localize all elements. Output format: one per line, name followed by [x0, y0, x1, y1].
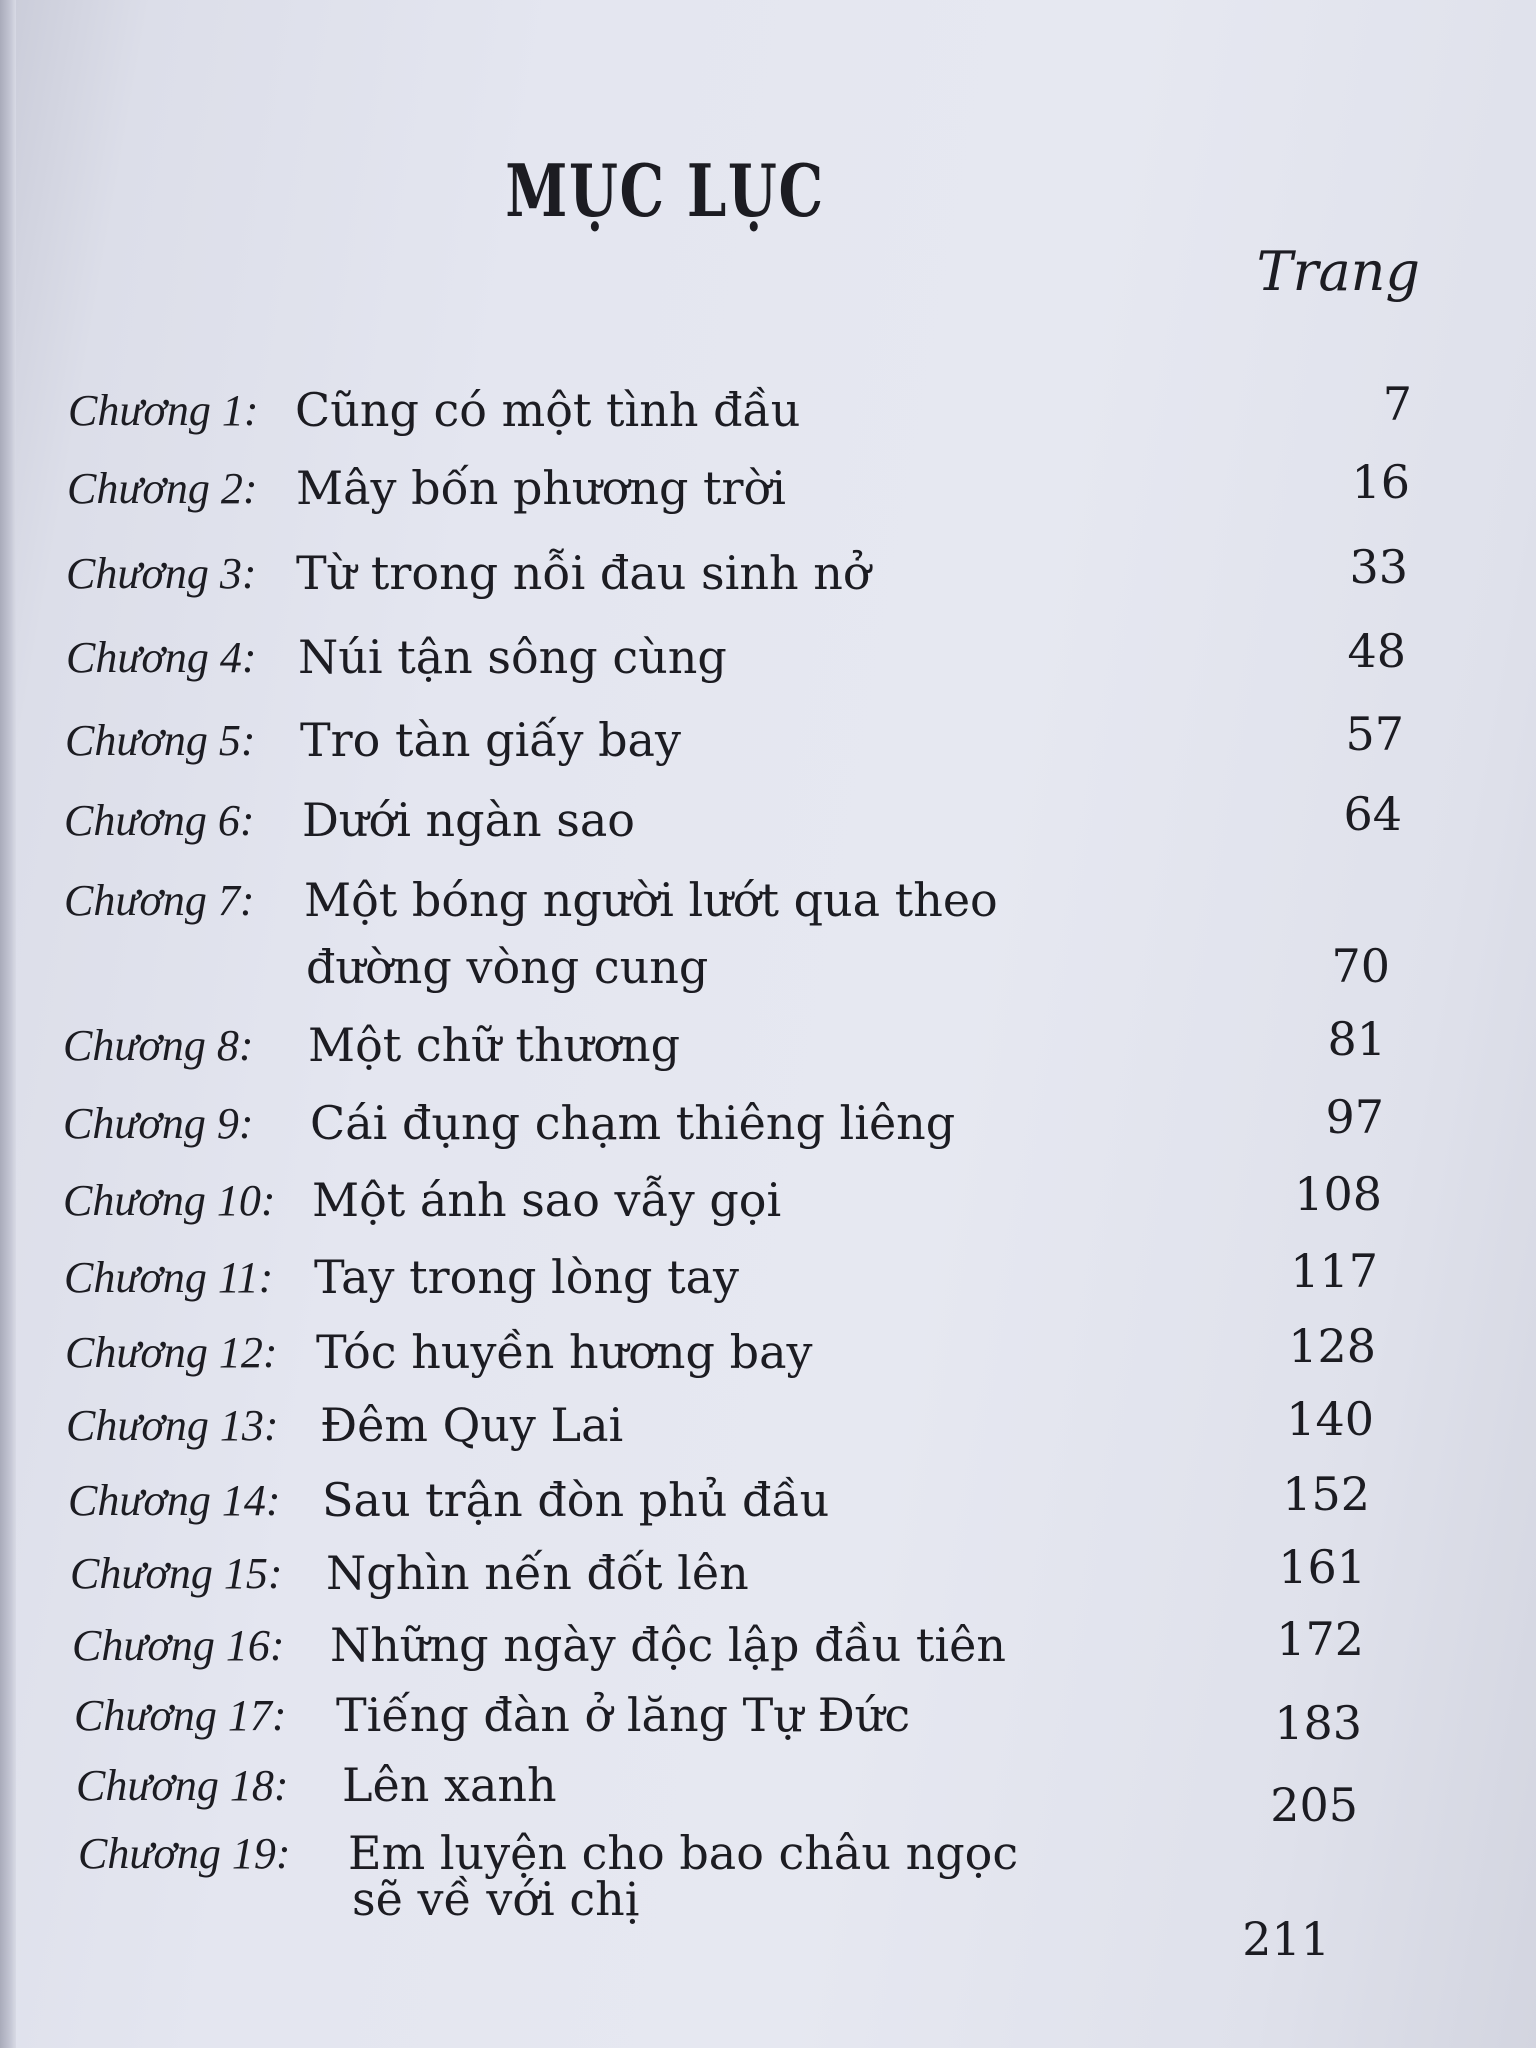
page-number: 57 [1345, 707, 1404, 761]
chapter-title: Những ngày độc lập đầu tiên [330, 1618, 1006, 1672]
chapter-label: Chương 6: [64, 796, 255, 845]
page-number: 97 [1325, 1090, 1384, 1144]
chapter-label: Chương 3: [66, 549, 257, 598]
chapter-title: Cũng có một tình đầu [295, 383, 801, 437]
page-number: 64 [1343, 787, 1402, 841]
chapter-title: Mây bốn phương trời [296, 461, 786, 515]
page-number: 172 [1276, 1612, 1364, 1666]
chapter-title: Tay trong lòng tay [314, 1250, 740, 1304]
page-number: 7 [1382, 377, 1412, 431]
chapter-title: Em luyện cho bao châu ngọc [348, 1826, 1019, 1880]
page-number: 205 [1270, 1778, 1358, 1832]
chapter-title: Nghìn nến đốt lên [326, 1546, 749, 1600]
page-number: 140 [1286, 1392, 1374, 1446]
page-title: MỤC LỤC [505, 148, 825, 234]
chapter-label: Chương 13: [66, 1401, 279, 1450]
page-number: 128 [1288, 1319, 1376, 1373]
chapter-title: Sau trận đòn phủ đầu [322, 1473, 830, 1527]
chapter-title: Từ trong nỗi đau sinh nở [296, 546, 871, 600]
chapter-label: Chương 14: [68, 1476, 281, 1525]
chapter-label: Chương 9: [63, 1099, 254, 1148]
chapter-title: Tóc huyền hương bay [316, 1325, 813, 1379]
chapter-label: Chương 5: [65, 716, 256, 765]
chapter-title-continued: đường vòng cung [306, 940, 709, 994]
chapter-label: Chương 17: [74, 1691, 287, 1740]
page-number: 161 [1278, 1540, 1366, 1594]
chapter-label: Chương 7: [64, 876, 255, 925]
chapter-title: Lên xanh [342, 1758, 557, 1812]
chapter-label: Chương 18: [76, 1761, 289, 1810]
page-number: 70 [1331, 939, 1390, 993]
chapter-label: Chương 19: [78, 1829, 291, 1878]
page-number: 48 [1347, 624, 1406, 678]
chapter-label: Chương 11: [64, 1253, 274, 1302]
chapter-title: Tro tàn giấy bay [300, 713, 681, 767]
page-column-header: Trang [1256, 240, 1420, 303]
page-number: 183 [1274, 1696, 1362, 1750]
chapter-title: Núi tận sông cùng [298, 630, 727, 684]
page-number: 33 [1349, 540, 1408, 594]
chapter-title: Cái đụng chạm thiêng liêng [310, 1096, 956, 1150]
chapter-label: Chương 2: [67, 464, 258, 513]
chapter-title: Dưới ngàn sao [302, 793, 636, 847]
page-number: 108 [1294, 1167, 1382, 1221]
page-number: 152 [1282, 1467, 1370, 1521]
chapter-title: Đêm Quy Lai [320, 1398, 624, 1452]
page-number: 117 [1290, 1244, 1378, 1298]
chapter-label: Chương 8: [63, 1021, 254, 1070]
chapter-title: Một chữ thương [308, 1018, 681, 1072]
chapter-label: Chương 10: [63, 1176, 276, 1225]
chapter-label: Chương 15: [70, 1549, 283, 1598]
page-number: 16 [1351, 455, 1410, 509]
chapter-label: Chương 16: [72, 1621, 285, 1670]
chapter-label: Chương 4: [66, 633, 257, 682]
chapter-label: Chương 1: [68, 386, 259, 435]
chapter-title-continued: sẽ về với chị [352, 1872, 640, 1926]
chapter-title: Một bóng người lướt qua theo [304, 873, 998, 927]
chapter-title: Tiếng đàn ở lăng Tự Đức [336, 1688, 911, 1742]
page-number: 81 [1327, 1012, 1386, 1066]
chapter-label: Chương 12: [65, 1328, 278, 1377]
page-number: 211 [1242, 1912, 1330, 1966]
chapter-title: Một ánh sao vẫy gọi [312, 1173, 782, 1227]
